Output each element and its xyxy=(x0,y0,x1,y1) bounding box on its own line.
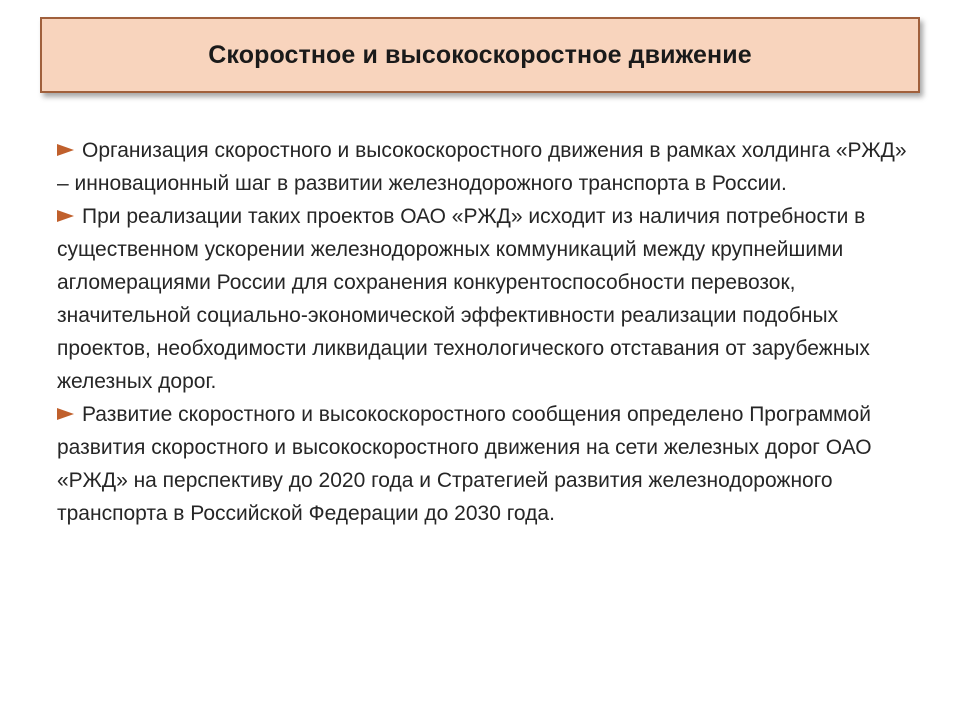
slide-content xyxy=(57,134,907,530)
triangle-right-icon xyxy=(57,408,74,420)
bullet-paragraph-2 xyxy=(57,200,907,398)
paragraph-text-3: Развитие скоростного и высокоскоростного сообщения определено Программой развития скоростного и высокоскоростного движения на сети железных дорог ОАО «РЖД» на перспективу до 2020 года и Стратегией развития железнодорожного транспорта в Российской Федерации до 2030 года. xyxy=(57,403,872,525)
title-box xyxy=(40,17,920,93)
paragraph-text-1: Организация скоростного и высокоскоростного движения в рамках холдинга «РЖД» – инновационный шаг в развитии железнодорожного транспорта в России. xyxy=(57,139,907,195)
slide-title: Скоростное и высокоскоростное движение xyxy=(208,40,752,69)
bullet-paragraph-3 xyxy=(57,398,907,530)
triangle-right-icon xyxy=(57,144,74,156)
triangle-right-icon xyxy=(57,210,74,222)
bullet-paragraph-1 xyxy=(57,134,907,200)
paragraph-text-2: При реализации таких проектов ОАО «РЖД» исходит из наличия потребности в существенном ускорении железнодорожных коммуникаций между крупнейшими агломерациями России для сохранения конкурентоспособности перевозок, значительной социально-экономической эффективности реализации подобных проектов, необходимости ликвидации технологического отставания от зарубежных железных дорог. xyxy=(57,205,870,393)
